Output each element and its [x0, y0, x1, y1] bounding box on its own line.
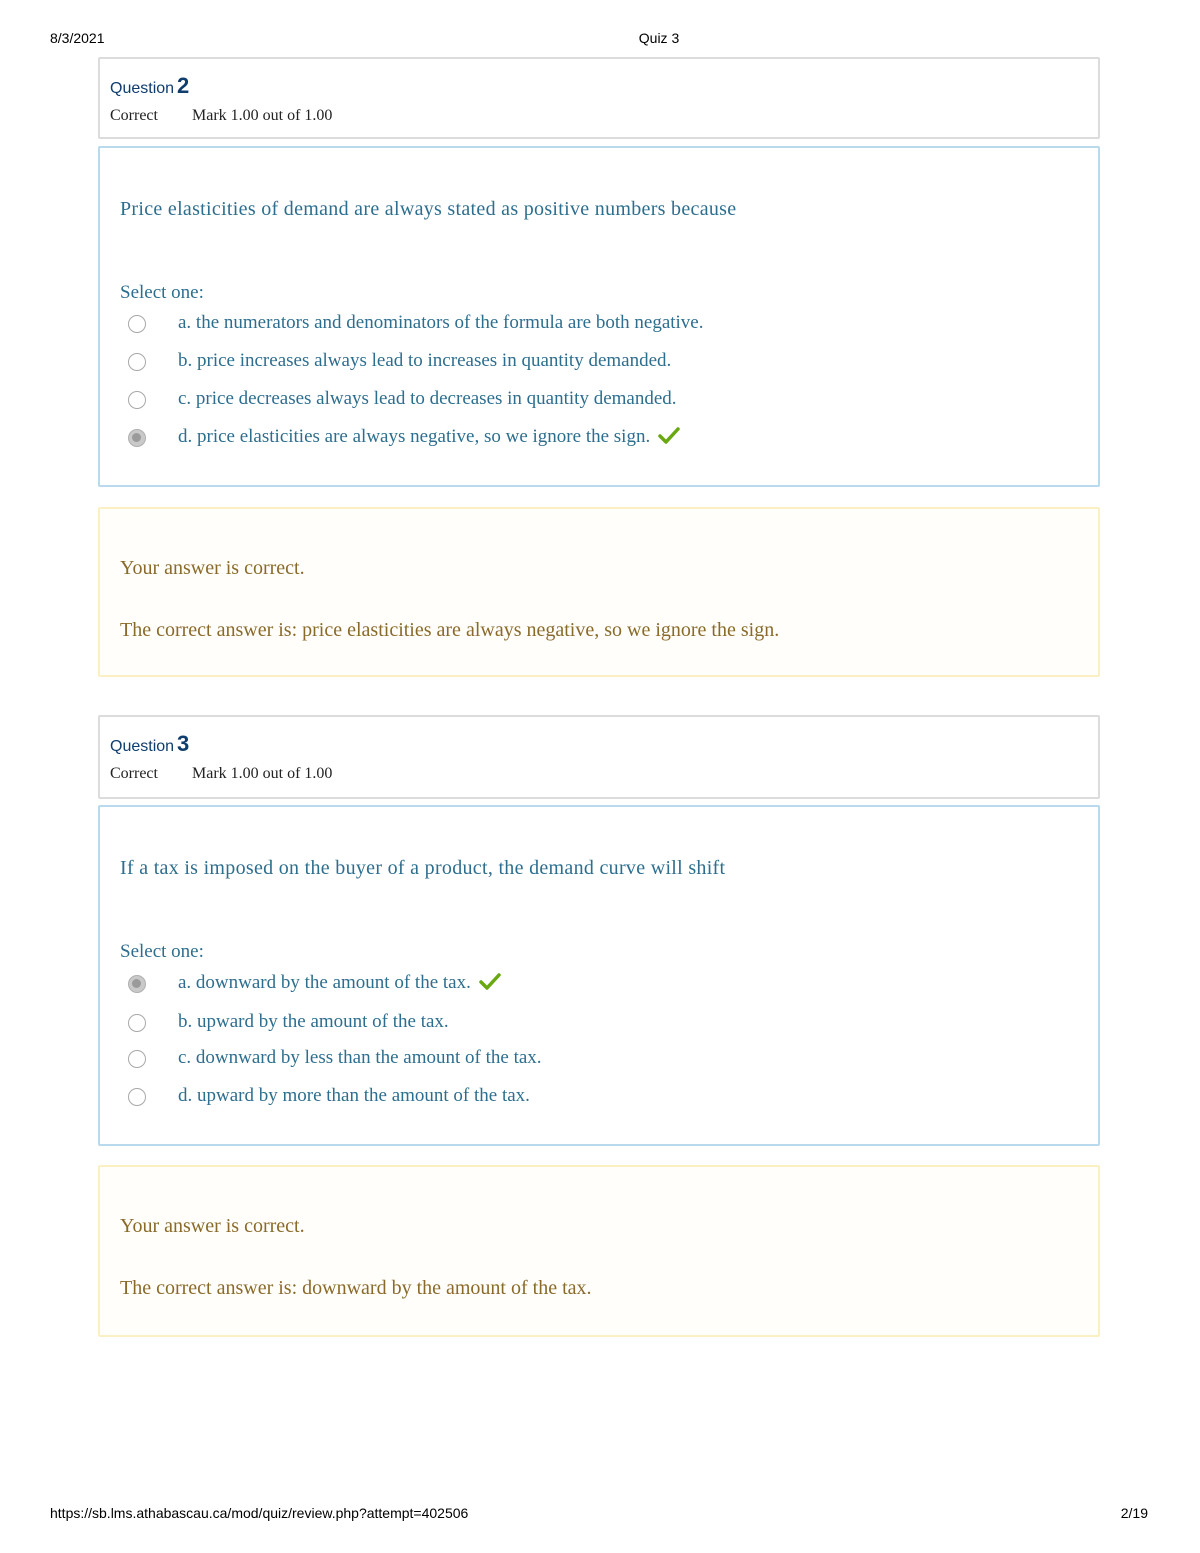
print-url: https://sb.lms.athabascau.ca/mod/quiz/review.php?attempt=402506: [50, 1505, 469, 1521]
question-content-q3: [98, 805, 1100, 1146]
feedback-correct-answer: The correct answer is: price elasticities are always negative, so we ignore the sign.: [120, 619, 780, 641]
question-state: Correct: [110, 107, 158, 124]
question-text: Price elasticities of demand are always stated as positive numbers because: [120, 198, 737, 220]
answer-option-label: d. price elasticities are always negative, so we ignore the sign.: [178, 426, 651, 447]
question-text: If a tax is imposed on the buyer of a product, the demand curve will shift: [120, 857, 726, 879]
answer-option-c[interactable]: [128, 1047, 1028, 1075]
question-number: 2: [177, 73, 190, 98]
radio-icon[interactable]: [128, 391, 146, 409]
question-number: 3: [177, 731, 190, 756]
radio-checked-icon[interactable]: [128, 975, 146, 993]
check-icon: [658, 427, 680, 445]
question-heading: [110, 73, 189, 99]
feedback-q2: [98, 507, 1100, 677]
answer-option-label: b. upward by the amount of the tax.: [178, 1011, 449, 1032]
answer-option-d[interactable]: [128, 1085, 1028, 1113]
answer-option-label: a. downward by the amount of the tax.: [178, 972, 471, 993]
feedback-q3: [98, 1165, 1100, 1337]
question-content-q2: [98, 146, 1100, 487]
answer-option-label: b. price increases always lead to increases in quantity demanded.: [178, 350, 672, 371]
answer-option-a[interactable]: [128, 972, 1028, 1000]
answer-option-label: c. price decreases always lead to decreases in quantity demanded.: [178, 388, 677, 409]
select-one-prompt: Select one:: [120, 941, 204, 962]
feedback-result: Your answer is correct.: [120, 1215, 305, 1237]
radio-icon[interactable]: [128, 1014, 146, 1032]
answer-option-label: c. downward by less than the amount of the tax.: [178, 1047, 542, 1068]
answer-option-c[interactable]: [128, 388, 1028, 416]
radio-icon[interactable]: [128, 315, 146, 333]
print-page-number: 2/19: [1120, 1505, 1148, 1521]
print-header: [0, 30, 1200, 50]
answer-option-d[interactable]: [128, 426, 1028, 454]
answer-option-b[interactable]: [128, 350, 1028, 378]
feedback-correct-answer: The correct answer is: downward by the amount of the tax.: [120, 1277, 592, 1299]
answer-option-label: a. the numerators and denominators of the formula are both negative.: [178, 312, 704, 333]
answer-option-text: [178, 426, 680, 448]
question-state: Correct: [110, 765, 158, 782]
question-info-q2: [98, 57, 1100, 139]
answer-option-a[interactable]: [128, 312, 1028, 340]
radio-icon[interactable]: [128, 1050, 146, 1068]
question-info-q3: [98, 715, 1100, 799]
question-grade: Mark 1.00 out of 1.00: [192, 765, 333, 782]
answer-option-text: [178, 972, 501, 994]
select-one-prompt: Select one:: [120, 282, 204, 303]
feedback-result: Your answer is correct.: [120, 557, 305, 579]
radio-icon[interactable]: [128, 1088, 146, 1106]
print-title: Quiz 3: [638, 30, 680, 46]
radio-icon[interactable]: [128, 353, 146, 371]
question-heading: [110, 731, 189, 757]
print-footer: [0, 1505, 1200, 1525]
check-icon: [479, 973, 501, 991]
radio-checked-icon[interactable]: [128, 429, 146, 447]
answer-option-label: d. upward by more than the amount of the tax.: [178, 1085, 530, 1106]
print-date: 8/3/2021: [50, 30, 105, 46]
question-label: Question: [110, 80, 175, 97]
question-label: Question: [110, 738, 175, 755]
answer-option-b[interactable]: [128, 1011, 1028, 1039]
question-grade: Mark 1.00 out of 1.00: [192, 107, 333, 124]
